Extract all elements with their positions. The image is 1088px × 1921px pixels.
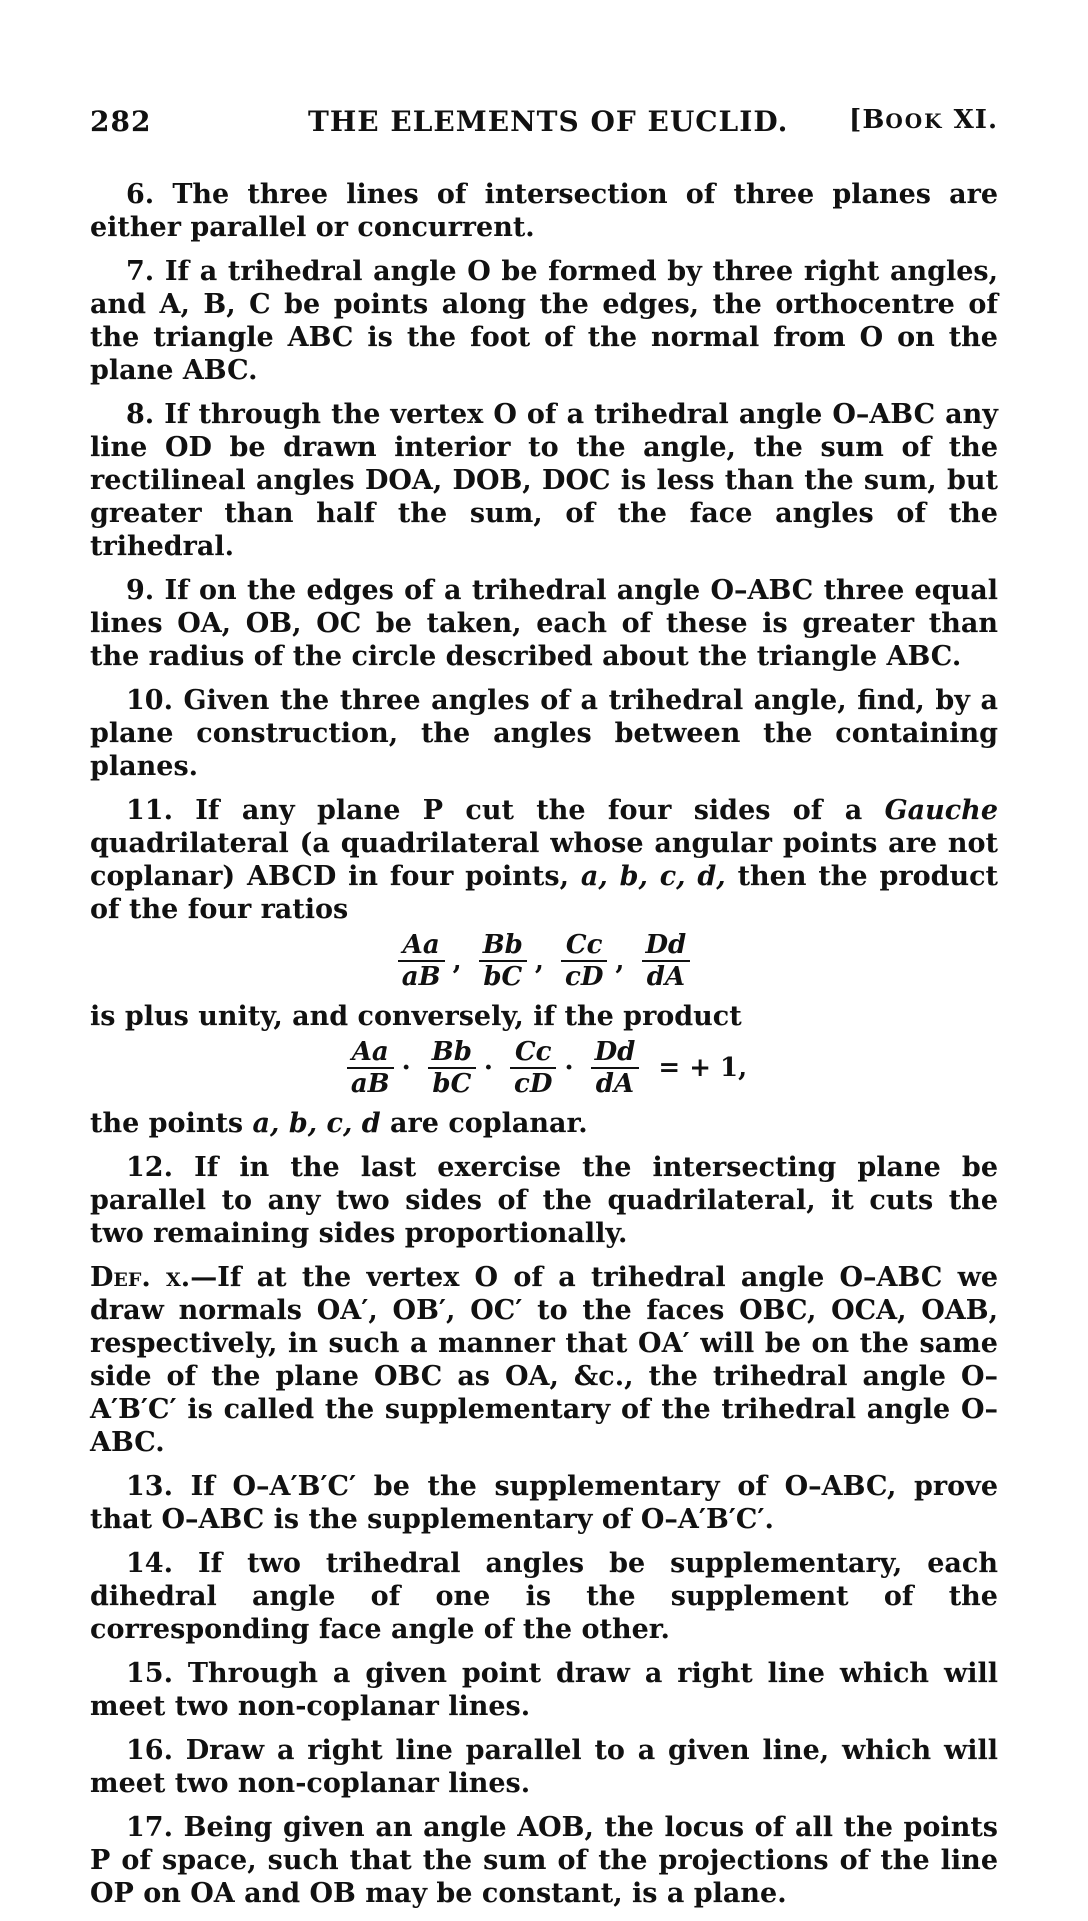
fraction: $\frac{Dd}{dA}$ xyxy=(591,1037,640,1099)
exercise-7: 7. If a trihedral angle O be formed by three right angles, and A, B, C be points along the edges, the orthocentre of the triangle ABC is the foot of the normal from O on the plane ABC. xyxy=(90,256,998,386)
exercise-14: 14. If two trihedral angles be supplementary, each dihedral angle of one is the supplement of the corresponding face angle of the other. xyxy=(90,1548,998,1645)
exercise-10: 10. Given the three angles of a trihedral angle, find, by a plane construction, the angles between the containing planes. xyxy=(90,685,998,782)
fraction: $\frac{Bb}{bC}$ xyxy=(479,930,527,992)
exercise-11: 11. If any plane P cut the four sides of a Gauche quadrilateral (a quadrilateral whose angular points are not coplanar) ABCD in four points, a, b, c, d, then the product of the four ratios xyxy=(90,795,998,925)
running-title: THE ELEMENTS OF EUCLID. xyxy=(308,105,789,138)
fraction: $\frac{Aa}{aB}$ xyxy=(347,1037,394,1099)
fraction: $\frac{Cc}{cD}$ xyxy=(510,1037,556,1099)
page-number: 282 xyxy=(90,105,152,138)
exercise-11-continued: is plus unity, and conversely, if the product xyxy=(90,1001,742,1032)
ratio-list-formula: $\frac{Aa}{aB}$ , $\frac{Bb}{bC}$ , $\frac{Cc}{cD}$ , $\frac{Dd}{dA}$ xyxy=(90,930,998,992)
exercise-8: 8. If through the vertex O of a trihedral angle O–ABC any line OD be drawn interior to the angle, the sum of the rectilineal angles DOA, DOB, DOC is less than the sum, but greater than half the sum, of the face angles of the trihedral. xyxy=(90,399,998,562)
exercise-17: 17. Being given an angle AOB, the locus of all the points P of space, such that the sum of the projections of the line OP on OA and OB may be constant, is a plane. xyxy=(90,1812,998,1909)
exercise-16: 16. Draw a right line parallel to a given line, which will meet two non-coplanar lines. xyxy=(90,1735,998,1799)
exercise-15: 15. Through a given point draw a right line which will meet two non-coplanar lines. xyxy=(90,1658,998,1722)
definition-x: Def. x.—If at the vertex O of a trihedral angle O–ABC we draw normals OA′, OB′, OC′ to the faces OBC, OCA, OAB, respectively, in such a manner that OA′ will be on the same side of the plane OBC as OA, &c., the trihedral angle O–A′B′C′ is called the supplementary of the trihedral angle O–ABC. xyxy=(90,1262,998,1458)
fraction: $\frac{Dd}{dA}$ xyxy=(642,930,691,992)
equation-rhs: = + 1, xyxy=(658,1052,748,1083)
fraction: $\frac{Cc}{cD}$ xyxy=(561,930,607,992)
product-equation: $\frac{Aa}{aB}$ · $\frac{Bb}{bC}$ · $\frac{Cc}{cD}$ · $\frac{Dd}{dA}$ = + 1, xyxy=(90,1037,998,1099)
exercise-9: 9. If on the edges of a trihedral angle O–ABC three equal lines OA, OB, OC be taken, each of these is greater than the radius of the circle described about the triangle ABC. xyxy=(90,575,998,672)
exercise-13: 13. If O–A′B′C′ be the supplementary of O–ABC, prove that O–ABC is the supplementary of O–A′B′C′. xyxy=(90,1471,998,1535)
book-label: [BOOK XI. xyxy=(849,105,998,135)
fraction: $\frac{Aa}{aB}$ xyxy=(398,930,445,992)
fraction: $\frac{Bb}{bC}$ xyxy=(428,1037,476,1099)
exercise-11-conclusion: the points a, b, c, d are coplanar. xyxy=(90,1108,588,1139)
running-head xyxy=(90,105,998,145)
exercise-6: 6. The three lines of intersection of three planes are either parallel or concurrent. xyxy=(90,179,998,243)
definition-label: Def. x. xyxy=(90,1262,191,1293)
page-body xyxy=(90,178,998,1921)
exercise-12: 12. If in the last exercise the intersecting plane be parallel to any two sides of the quadrilateral, it cuts the two remaining sides proportionally. xyxy=(90,1152,998,1249)
